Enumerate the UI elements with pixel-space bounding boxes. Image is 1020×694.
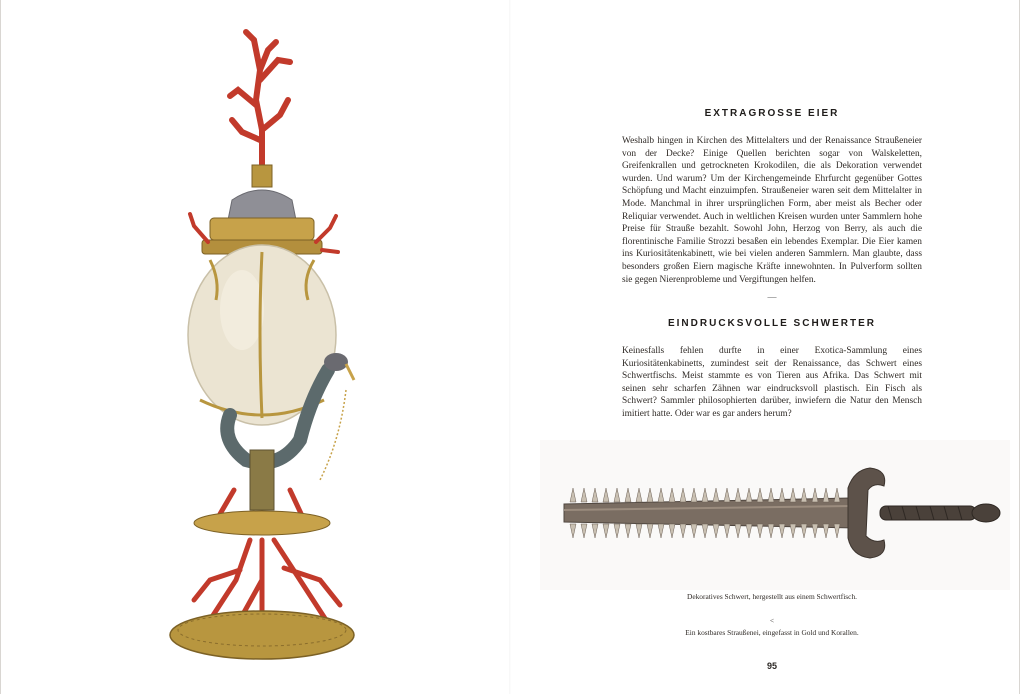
- saw-tooth: [746, 488, 752, 502]
- egg-caption: Ein kostbares Straußenei, eingefasst in Gold und Korallen.: [685, 628, 859, 637]
- saw-tooth: [603, 524, 609, 538]
- saw-tooth: [834, 524, 840, 538]
- page-number: 95: [766, 661, 777, 671]
- saw-tooth: [735, 524, 741, 538]
- saw-tooth: [801, 488, 807, 502]
- saw-tooth: [757, 488, 763, 502]
- saw-tooth: [812, 524, 818, 538]
- saw-tooth: [823, 488, 829, 502]
- left-page-edge: [0, 0, 1, 694]
- saw-tooth: [735, 488, 741, 502]
- saw-tooth: [647, 524, 653, 538]
- saw-tooth: [713, 488, 719, 502]
- saw-tooth: [625, 488, 631, 502]
- section-body: Keinesfalls fehlen durfte in einer Exotica-Sammlung eines Kuriositätenkabinetts, zumindest seit der Renaissance, das Schwert eines Schwertfischs. Meist stammte es von Tieren aus Afrika. Das Schwert mit seinen sehr scharfen Zähnen war eindrucksvoll plastisch. Ein Fisch als Schwert? Sammler philosophierten darüber, inwiefern die Natur den Mensch imitiert hatte. Oder war es gar anders herum?: [622, 346, 922, 419]
- saw-tooth: [603, 488, 609, 502]
- saw-tooth: [592, 488, 598, 502]
- saw-tooth: [592, 524, 598, 538]
- saw-tooth: [570, 524, 576, 538]
- saw-tooth: [812, 488, 818, 502]
- saw-tooth: [669, 524, 675, 538]
- saw-tooth: [757, 524, 763, 538]
- saw-tooth: [636, 488, 642, 502]
- saw-tooth: [669, 488, 675, 502]
- saw-tooth: [823, 524, 829, 538]
- saw-tooth: [581, 524, 587, 538]
- saw-tooth: [570, 488, 576, 502]
- saw-tooth: [614, 488, 620, 502]
- saw-tooth: [713, 524, 719, 538]
- sawfish-sword-image: [540, 440, 1010, 590]
- saw-tooth: [636, 524, 642, 538]
- saw-tooth: [658, 488, 664, 502]
- sawfish-sword-image-frame: [540, 440, 1010, 590]
- saw-tooth: [724, 488, 730, 502]
- section-eindrucksvolle-schwerter: [622, 318, 922, 421]
- caption-arrow: <: [769, 616, 775, 625]
- saw-tooth: [691, 524, 697, 538]
- saw-tooth: [680, 524, 686, 538]
- section-extragrosse-eier: [622, 108, 922, 286]
- saw-tooth: [768, 488, 774, 502]
- saw-tooth: [614, 524, 620, 538]
- saw-tooth: [691, 488, 697, 502]
- saw-tooth: [790, 488, 796, 502]
- saw-tooth: [779, 488, 785, 502]
- coral-top: [230, 32, 290, 170]
- sword-caption: Dekoratives Schwert, hergestellt aus einem Schwertfisch.: [686, 592, 857, 601]
- saw-tooth: [834, 488, 840, 502]
- section-body: Weshalb hingen in Kirchen des Mittelalters und der Renaissance Straußeneier von der Decke? Einige Quellen berichten sogar von Walskeletten, Greifenkrallen und getrockneten Krokodilen, die als Dekoration verwendet wurden. Und warum? Um der Kirchengemeinde Ehrfurcht gegenüber Gottes Schöpfung und Macht einzuimpfen. Straußeneier waren seit dem Mittelalter in Mode. Manchmal in ihrer ursprünglichen Form, aber meist als Becher oder Reliquiar verwendet. Auch in weltlichen Kreisen wurden unter Sammlern hohe Preise für Strauße bezahlt. Sowohl John, Herzog von Berry, als auch die florentinische Familie Strozzi besaßen ein lebendes Exemplar. Die Eier kamen ins Kuriositätenkabinett, wie bei vielen anderen Sammlern. Man glaubte, dass besonders großen Eiern magische Kräfte innewohnten. In Pulverform sollten sie gegen Nierenprobleme und Vergiftungen helfen.: [622, 136, 922, 285]
- book-gutter: [509, 0, 511, 694]
- saw-tooth: [647, 488, 653, 502]
- saw-tooth: [746, 524, 752, 538]
- section-divider: —: [767, 292, 777, 302]
- saw-tooth: [768, 524, 774, 538]
- saw-tooth: [625, 524, 631, 538]
- saw-tooth: [702, 524, 708, 538]
- ostrich-egg-cup-image: [150, 20, 380, 670]
- saw-tooth: [702, 488, 708, 502]
- saw-tooth: [801, 524, 807, 538]
- saw-tooth: [779, 524, 785, 538]
- section-heading: EINDRUCKSVOLLE SCHWERTER: [667, 318, 876, 329]
- saw-tooth: [658, 524, 664, 538]
- saw-tooth: [790, 524, 796, 538]
- saw-tooth: [680, 488, 686, 502]
- saw-tooth: [581, 488, 587, 502]
- section-heading: EXTRAGROSSE EIER: [704, 108, 840, 119]
- saw-tooth: [724, 524, 730, 538]
